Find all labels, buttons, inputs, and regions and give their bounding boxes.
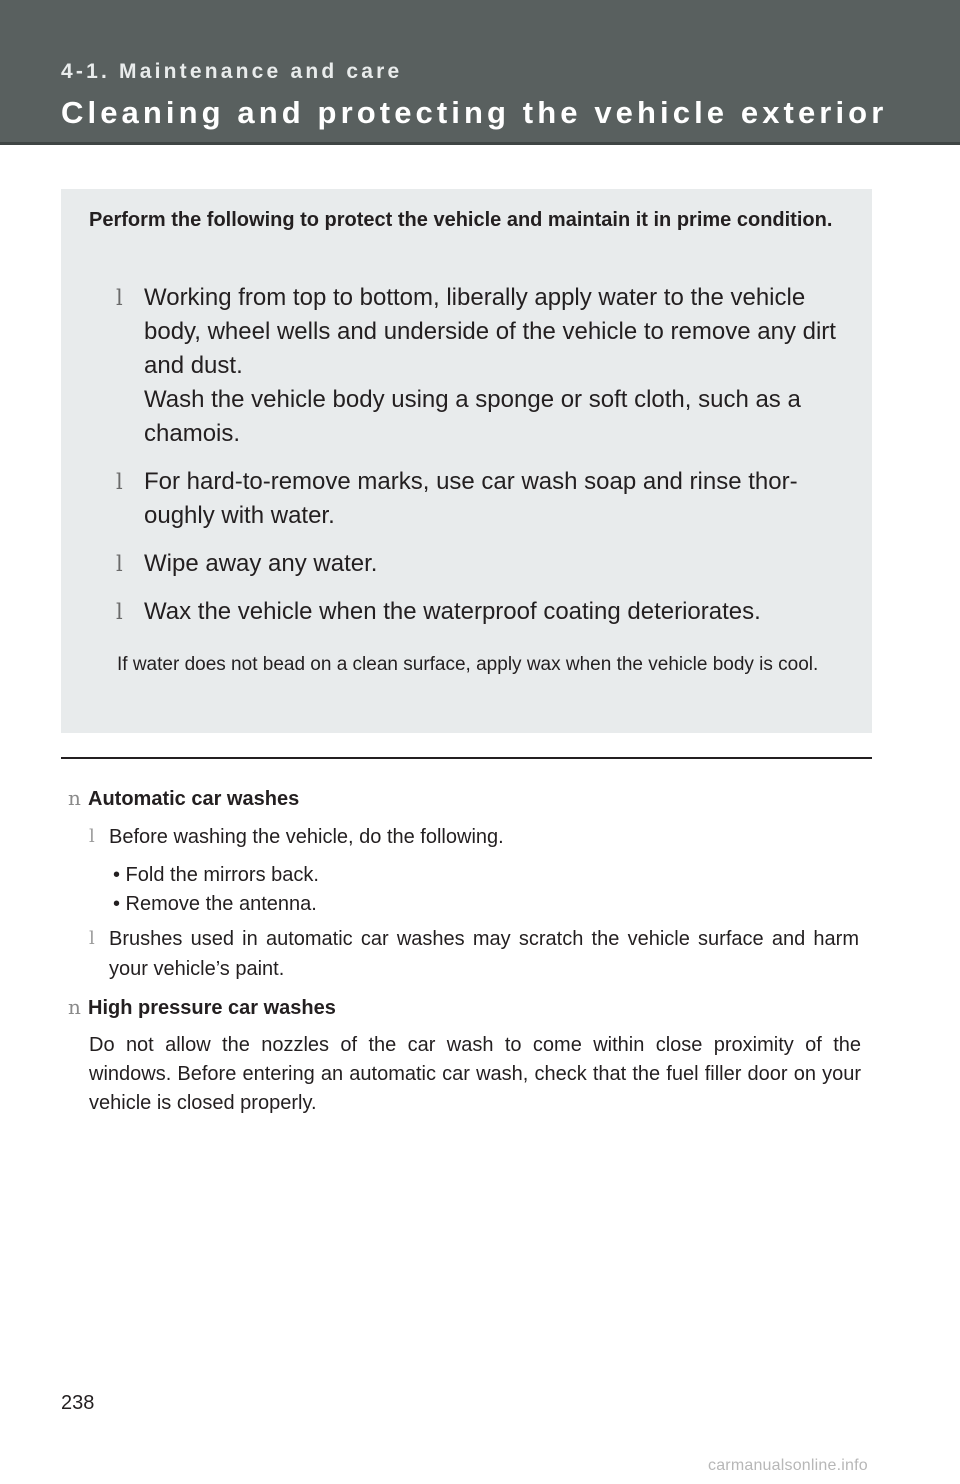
bullet-text: For hard-to-remove marks, use car wash soap and rinse thor-oughly with water. <box>144 468 798 529</box>
section-heading-text: Automatic car washes <box>88 788 300 810</box>
list-marker: l <box>89 826 95 847</box>
bullet-item <box>61 547 838 581</box>
section-marker: n <box>68 995 81 1019</box>
divider <box>61 757 872 759</box>
page-number: 238 <box>61 1392 95 1414</box>
section-heading-automatic <box>68 786 299 811</box>
intro-text: Perform the following to protect the vehicle and maintain it in prime condition. <box>89 209 833 231</box>
section-paragraph: Do not allow the nozzles of the car wash to come within close proximity of the windows. Before entering an automatic car wash, check that the fuel filler door on your vehicle is closed properly. <box>89 1034 861 1114</box>
bullet-marker: l <box>116 600 123 624</box>
list-item <box>89 822 859 852</box>
list-item <box>89 924 859 984</box>
bullet-list <box>61 281 872 643</box>
sub-list-item: • Fold the mirrors back. <box>113 864 319 886</box>
bullet-item <box>61 595 838 629</box>
bullet-text: Wax the vehicle when the waterproof coating deteriorates. <box>144 598 761 625</box>
bullet-item <box>61 465 838 533</box>
section-label: 4-1. Maintenance and care <box>61 60 403 83</box>
list-item-text: Before washing the vehicle, do the following. <box>109 826 504 848</box>
list-item-text: Brushes used in automatic car washes may scratch the vehicle surface and harm your vehicle’s paint. <box>109 928 859 980</box>
bullet-item <box>61 281 838 451</box>
chapter-header <box>0 0 960 145</box>
sub-list-item: • Remove the antenna. <box>113 893 317 915</box>
note-text: If water does not bead on a clean surface, apply wax when the vehicle body is cool. <box>117 654 819 675</box>
section-marker: n <box>68 786 81 810</box>
bullet-text: Wipe away any water. <box>144 550 378 577</box>
bullet-subtext: Wash the vehicle body using a sponge or soft cloth, such as a chamois. <box>144 386 801 447</box>
section-heading-text: High pressure car washes <box>88 997 336 1019</box>
list-marker: l <box>89 928 95 949</box>
section-heading-high-pressure <box>68 995 336 1020</box>
watermark: carmanualsonline.info <box>708 1457 868 1474</box>
bullet-marker: l <box>116 552 123 576</box>
page-title: Cleaning and protecting the vehicle exterior <box>61 95 888 130</box>
bullet-marker: l <box>116 470 123 494</box>
bullet-marker: l <box>116 286 123 310</box>
bullet-text: Working from top to bottom, liberally apply water to the vehicle body, wheel wells and underside of the vehicle to remove any dirt and dust. <box>144 284 836 379</box>
instruction-box <box>61 189 872 733</box>
